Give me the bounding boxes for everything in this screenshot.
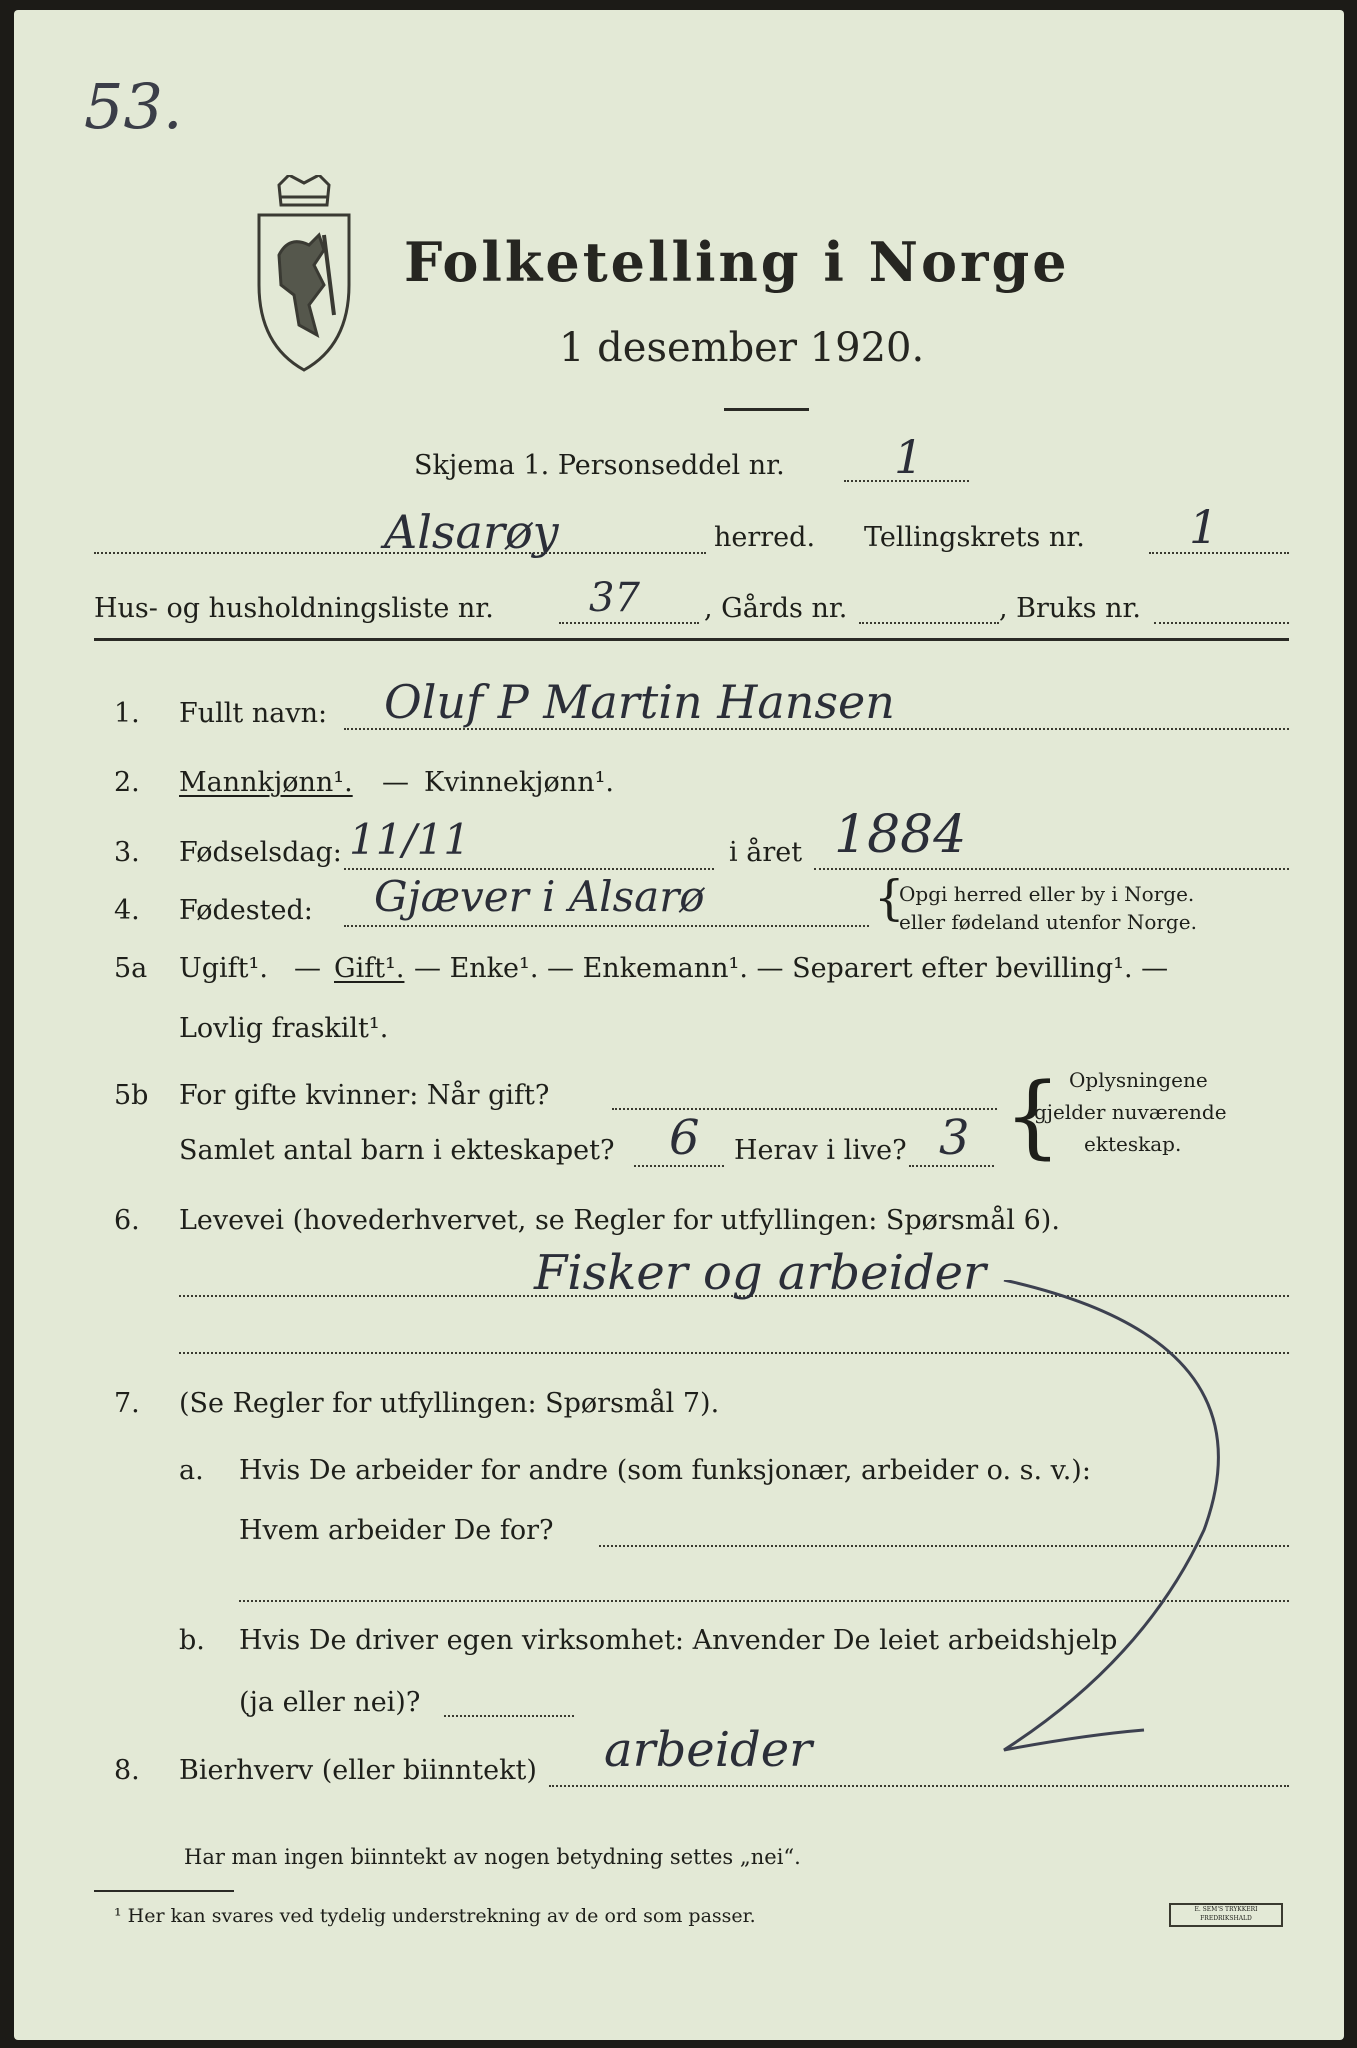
q7b-question: (ja eller nei)? [239, 1687, 421, 1718]
q1-label: Fullt navn: [179, 698, 328, 729]
q8-line [549, 1785, 1289, 1787]
bruks-label: , Bruks nr. [999, 593, 1142, 624]
q5b-brace: { [1004, 1064, 1062, 1169]
herred-value: Alsarøy [384, 505, 559, 559]
tellingskrets-label: Tellingskrets nr. [864, 522, 1085, 553]
q4-brace: { [874, 870, 905, 926]
q6-label: Levevei (hovederhvervet, se Regler for utfyllingen: Spørsmål 6). [179, 1205, 1060, 1236]
q2-number: 2. [114, 767, 140, 798]
title-divider [724, 408, 809, 411]
pen-stroke [944, 1280, 1264, 1780]
q4-line [344, 925, 869, 927]
skjema-label: Skjema 1. Personseddel nr. [414, 450, 785, 481]
q8-value: arbeider [604, 1722, 813, 1778]
hus-value: 37 [589, 575, 640, 621]
q7a-text: Hvis De arbeider for andre (som funksjonær, arbeider o. s. v.): [239, 1455, 1091, 1486]
q1-value: Oluf P Martin Hansen [384, 675, 895, 729]
q7-label: (Se Regler for utfyllingen: Spørsmål 7). [179, 1388, 720, 1419]
q3-value: 11/11 [349, 815, 471, 864]
form-date: 1 desember 1920. [559, 325, 925, 371]
q6-value: Fisker og arbeider [534, 1245, 986, 1301]
q5b-number: 5b [114, 1080, 149, 1111]
q7b-line [444, 1715, 574, 1717]
footnote-rule [94, 1890, 234, 1892]
tellingskrets-value: 1 [1189, 500, 1219, 554]
hus-label: Hus- og husholdningsliste nr. [94, 593, 494, 624]
q2-sep: — [382, 767, 409, 798]
q8-number: 8. [114, 1755, 140, 1786]
hus-line [559, 622, 699, 624]
q1-number: 1. [114, 698, 140, 729]
q2-female: Kvinnekjønn¹. [424, 767, 614, 798]
norway-coat-of-arms-icon [239, 175, 369, 375]
herred-label: herred. [714, 522, 816, 553]
q5a-line2: Lovlig fraskilt¹. [179, 1013, 389, 1044]
q3-number: 3. [114, 837, 140, 868]
q5b-label2: Samlet antal barn i ekteskapet? [179, 1135, 615, 1166]
q5b-note3: ekteskap. [1084, 1132, 1182, 1156]
q7a-question: Hvem arbeider De for? [239, 1515, 554, 1546]
form-title: Folketelling i Norge [404, 230, 1070, 294]
q5b-barn-value: 6 [669, 1110, 700, 1166]
q4-note1: Opgi herred eller by i Norge. [899, 882, 1195, 906]
q7-number: 7. [114, 1388, 140, 1419]
page-note: 53. [84, 70, 183, 143]
q5b-note1: Oplysningene [1069, 1068, 1208, 1092]
gards-line [859, 622, 999, 624]
q4-number: 4. [114, 895, 140, 926]
q5a-dash: — [294, 953, 321, 984]
q4-value: Gjæver i Alsarø [374, 872, 705, 921]
q6-number: 6. [114, 1205, 140, 1236]
printer-mark: E. SEM'S TRYKKERI FREDRIKSHALD [1169, 1903, 1283, 1927]
q5b-live-value: 3 [939, 1110, 970, 1166]
q5b-note2: gjelder nuværende [1034, 1100, 1227, 1124]
skjema-value: 1 [894, 430, 924, 484]
q3-label: Fødselsdag: [179, 837, 342, 868]
q5b-label1: For gifte kvinner: Når gift? [179, 1080, 550, 1111]
header-rule [94, 638, 1289, 641]
q3-year-label: i året [729, 837, 803, 868]
q5b-live-label: Herav i live? [734, 1135, 907, 1166]
q5a-ugift: Ugift¹. [179, 953, 268, 984]
q5a-rest: — Enke¹. — Enkemann¹. — Separert efter bevilling¹. — [414, 953, 1169, 984]
q7b-text: Hvis De driver egen virksomhet: Anvender De leiet arbeidshjelp [239, 1625, 1118, 1656]
q8-label: Bierhverv (eller biinntekt) [179, 1755, 537, 1786]
gards-label: , Gårds nr. [704, 593, 848, 624]
tellingskrets-line [1149, 552, 1289, 554]
q7a-letter: a. [179, 1455, 204, 1486]
q5a-number: 5a [114, 953, 148, 984]
census-form [14, 10, 1344, 2040]
q3-year-value: 1884 [834, 805, 967, 865]
bruks-line [1154, 622, 1289, 624]
footnote: ¹ Her kan svares ved tydelig understrekning av de ord som passer. [114, 1905, 756, 1927]
footer-note: Har man ingen biinntekt av nogen betydning settes „nei“. [184, 1845, 801, 1869]
q4-note2: eller fødeland utenfor Norge. [899, 910, 1197, 934]
q5a-gift: Gift¹. [334, 953, 405, 984]
q7b-letter: b. [179, 1625, 205, 1656]
q2-male: Mannkjønn¹. [179, 767, 353, 798]
q3-line [344, 868, 714, 870]
q4-label: Fødested: [179, 895, 313, 926]
